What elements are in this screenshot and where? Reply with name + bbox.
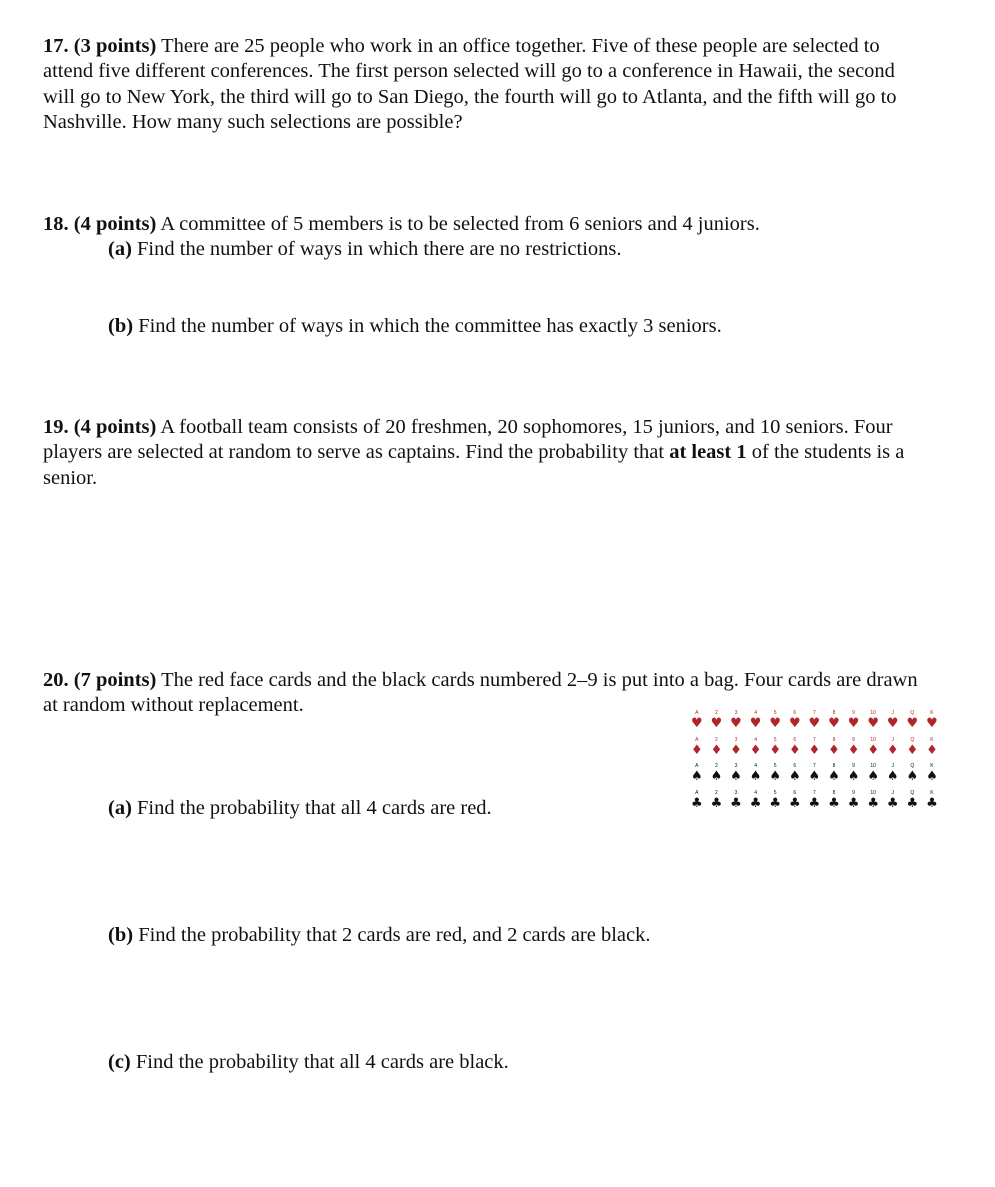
question-20b-text: Find the probability that 2 cards are red, and 2 cards are black. <box>133 924 651 946</box>
card-rank-label: 9 <box>852 736 855 743</box>
card-10-of-hearts <box>863 710 883 737</box>
spades-suit-icon: ♠ <box>788 769 801 784</box>
card-5-of-diamonds <box>765 737 785 764</box>
hearts-suit-icon: ♥ <box>690 716 703 731</box>
card-rank-label: 10 <box>870 736 876 743</box>
question-18b-text: Find the number of ways in which the committee has exactly 3 seniors. <box>133 315 722 337</box>
card-8-of-clubs <box>824 790 844 817</box>
card-rank-label: 10 <box>870 763 876 769</box>
card-rank-label: 6 <box>793 789 797 796</box>
card-rank-label: Q <box>910 763 915 769</box>
card-2-of-hearts <box>707 710 727 737</box>
question-19-emphasis: at least 1 <box>669 441 747 464</box>
card-8-of-hearts <box>824 710 844 737</box>
card-a-of-diamonds <box>687 737 707 764</box>
card-rank-label: 10 <box>870 789 876 796</box>
diamonds-suit-icon: ♦ <box>886 742 899 758</box>
card-2-of-spades <box>707 763 727 790</box>
card-rank-label: J <box>891 710 894 716</box>
spades-suit-icon: ♠ <box>828 769 840 784</box>
card-q-of-diamonds <box>903 737 923 764</box>
card-rank-label: Q <box>910 789 915 796</box>
card-rank-label: 2 <box>715 763 718 769</box>
card-3-of-clubs <box>726 790 746 817</box>
question-19-text-before: A football team consists of 20 freshmen, 20 sophomores, 15 juniors, and 10 seniors. Four players are selected at random to serve as captains. Find the probability that <box>43 416 893 464</box>
spades-suit-icon: ♠ <box>749 769 762 784</box>
diamonds-suit-icon: ♦ <box>788 742 801 758</box>
card-rank-label: J <box>891 789 894 796</box>
card-rank-label: 9 <box>852 789 855 796</box>
clubs-suit-icon: ♣ <box>906 795 919 811</box>
card-rank-label: A <box>695 736 699 743</box>
hearts-suit-icon: ♥ <box>749 716 762 731</box>
card-rank-label: 6 <box>793 736 797 743</box>
card-q-of-clubs <box>903 790 923 817</box>
card-rank-label: 4 <box>754 710 757 716</box>
card-rank-label: Q <box>910 736 915 743</box>
question-18 <box>43 212 923 237</box>
card-10-of-spades <box>863 763 883 790</box>
spades-suit-icon: ♠ <box>926 769 938 784</box>
card-rank-label: J <box>891 763 894 769</box>
card-rank-label: 5 <box>773 763 777 769</box>
card-rank-label: 8 <box>832 789 836 796</box>
card-9-of-hearts <box>844 710 864 737</box>
question-20c-label: (c) <box>108 1051 131 1073</box>
card-j-of-diamonds <box>883 737 903 764</box>
diamonds-suit-icon: ♦ <box>926 742 938 758</box>
card-2-of-clubs <box>707 790 727 817</box>
clubs-suit-icon: ♣ <box>886 795 899 811</box>
clubs-suit-icon: ♣ <box>926 795 938 811</box>
card-k-of-diamonds <box>922 737 942 764</box>
clubs-suit-icon: ♣ <box>788 795 801 811</box>
card-rank-label: 6 <box>793 763 797 769</box>
card-7-of-clubs <box>805 790 825 817</box>
clubs-suit-icon: ♣ <box>847 795 860 811</box>
card-6-of-diamonds <box>785 737 805 764</box>
spades-suit-icon: ♠ <box>769 769 781 784</box>
card-k-of-spades <box>922 763 942 790</box>
spades-suit-icon: ♠ <box>710 769 723 784</box>
clubs-suit-icon: ♣ <box>828 795 840 811</box>
hearts-suit-icon: ♥ <box>808 716 821 731</box>
question-20c-text: Find the probability that all 4 cards are black. <box>130 1051 509 1073</box>
question-18-text: A committee of 5 members is to be selected from 6 seniors and 4 juniors. <box>156 213 760 235</box>
card-4-of-diamonds <box>746 737 766 764</box>
hearts-suit-icon: ♥ <box>906 716 919 731</box>
card-6-of-hearts <box>785 710 805 737</box>
clubs-suit-icon: ♣ <box>808 795 821 811</box>
hearts-suit-icon: ♥ <box>867 716 879 731</box>
card-5-of-clubs <box>765 790 785 817</box>
question-17-points: (3 points) <box>73 35 157 57</box>
hearts-suit-icon: ♥ <box>769 716 781 731</box>
card-rank-label: 3 <box>734 789 738 796</box>
diamonds-suit-icon: ♦ <box>710 742 723 758</box>
hearts-suit-icon: ♥ <box>710 716 723 731</box>
spades-suit-icon: ♠ <box>730 769 742 784</box>
card-9-of-clubs <box>844 790 864 817</box>
diamonds-suit-icon: ♦ <box>847 742 860 758</box>
card-q-of-spades <box>903 763 923 790</box>
card-rank-label: A <box>695 763 699 769</box>
card-4-of-hearts <box>746 710 766 737</box>
card-7-of-hearts <box>805 710 825 737</box>
card-rank-label: 7 <box>812 789 816 796</box>
diamonds-suit-icon: ♦ <box>769 742 781 758</box>
card-rank-label: J <box>891 736 894 743</box>
clubs-suit-icon: ♣ <box>730 795 742 811</box>
card-rank-label: 4 <box>754 789 757 796</box>
card-2-of-diamonds <box>707 737 727 764</box>
question-19-points: (4 points) <box>73 416 157 438</box>
card-rank-label: 3 <box>734 710 738 716</box>
card-rank-label: 2 <box>715 736 718 743</box>
hearts-suit-icon: ♥ <box>926 716 938 731</box>
card-rank-label: 9 <box>852 763 855 769</box>
question-18b <box>108 314 928 339</box>
diamonds-suit-icon: ♦ <box>690 742 703 758</box>
card-6-of-spades <box>785 763 805 790</box>
card-rank-label: 8 <box>832 736 836 743</box>
card-10-of-diamonds <box>863 737 883 764</box>
diamonds-suit-icon: ♦ <box>828 742 840 758</box>
question-20-text: The red face cards and the black cards numbered 2–9 is put into a bag. Four cards are drawn at random without replacement. <box>43 669 918 717</box>
card-rank-label: 4 <box>754 763 757 769</box>
card-rank-label: 9 <box>852 710 855 716</box>
card-rank-label: 8 <box>832 710 836 716</box>
card-j-of-spades <box>883 763 903 790</box>
card-row-hearts <box>687 710 943 737</box>
spades-suit-icon: ♠ <box>808 769 821 784</box>
question-18a-label: (a) <box>108 238 132 260</box>
card-rank-label: K <box>930 710 934 716</box>
spades-suit-icon: ♠ <box>690 769 703 784</box>
card-rank-label: A <box>695 710 699 716</box>
card-rank-label: 7 <box>812 736 816 743</box>
card-rank-label: 2 <box>715 789 718 796</box>
card-rank-label: A <box>695 789 699 796</box>
diamonds-suit-icon: ♦ <box>749 742 762 758</box>
question-20a-label: (a) <box>108 797 132 819</box>
question-18b-label: (b) <box>108 315 134 337</box>
clubs-suit-icon: ♣ <box>690 795 703 811</box>
question-18-points: (4 points) <box>73 213 157 235</box>
card-row-diamonds <box>687 737 943 764</box>
question-20a-text: Find the probability that all 4 cards are red. <box>131 797 492 819</box>
card-rank-label: 6 <box>793 710 797 716</box>
card-rank-label: 7 <box>812 710 816 716</box>
clubs-suit-icon: ♣ <box>769 795 781 811</box>
question-20b-label: (b) <box>108 924 134 946</box>
card-a-of-clubs <box>687 790 707 817</box>
card-3-of-spades <box>726 763 746 790</box>
card-8-of-spades <box>824 763 844 790</box>
card-rank-label: 3 <box>734 736 738 743</box>
clubs-suit-icon: ♣ <box>749 795 762 811</box>
card-10-of-clubs <box>863 790 883 817</box>
card-rank-label: 5 <box>773 736 777 743</box>
question-17 <box>43 34 923 135</box>
card-9-of-diamonds <box>844 737 864 764</box>
card-9-of-spades <box>844 763 864 790</box>
card-rank-label: K <box>930 736 934 743</box>
card-rank-label: 3 <box>734 763 738 769</box>
card-row-clubs <box>687 790 943 817</box>
card-k-of-clubs <box>922 790 942 817</box>
hearts-suit-icon: ♥ <box>847 716 860 731</box>
question-17-label: 17. <box>43 35 69 57</box>
question-20-points: (7 points) <box>73 669 157 691</box>
question-17-text: There are 25 people who work in an office together. Five of these people are selected to attend five different conferences. The first person selected will go to a conference in Hawaii, the second will go to New York, the third will go to San Diego, the fourth will go to Atlanta, and the fifth will go to Nashville. How many such selections are possible? <box>43 35 897 133</box>
card-3-of-diamonds <box>726 737 746 764</box>
question-20c <box>108 1050 928 1075</box>
hearts-suit-icon: ♥ <box>730 716 742 731</box>
card-7-of-diamonds <box>805 737 825 764</box>
diamonds-suit-icon: ♦ <box>730 742 742 758</box>
card-k-of-hearts <box>922 710 942 737</box>
card-rank-label: 8 <box>832 763 836 769</box>
card-6-of-clubs <box>785 790 805 817</box>
card-rank-label: 5 <box>773 789 777 796</box>
card-rank-label: 7 <box>812 763 816 769</box>
question-18a <box>108 237 928 262</box>
card-j-of-clubs <box>883 790 903 817</box>
spades-suit-icon: ♠ <box>906 769 919 784</box>
spades-suit-icon: ♠ <box>867 769 879 784</box>
card-a-of-spades <box>687 763 707 790</box>
card-rank-label: K <box>930 789 934 796</box>
diamonds-suit-icon: ♦ <box>808 742 821 758</box>
card-q-of-hearts <box>903 710 923 737</box>
card-a-of-hearts <box>687 710 707 737</box>
question-20-label: 20. <box>43 669 69 691</box>
card-5-of-spades <box>765 763 785 790</box>
card-rank-label: K <box>930 763 934 769</box>
question-18a-text: Find the number of ways in which there are no restrictions. <box>131 238 622 260</box>
card-4-of-spades <box>746 763 766 790</box>
card-rank-label: 2 <box>715 710 718 716</box>
diamonds-suit-icon: ♦ <box>906 742 919 758</box>
card-rank-label: Q <box>910 710 915 716</box>
question-19-label: 19. <box>43 416 69 438</box>
card-4-of-clubs <box>746 790 766 817</box>
card-row-spades <box>687 763 943 790</box>
hearts-suit-icon: ♥ <box>886 716 899 731</box>
card-rank-label: 4 <box>754 736 757 743</box>
card-rank-label: 5 <box>773 710 777 716</box>
card-5-of-hearts <box>765 710 785 737</box>
hearts-suit-icon: ♥ <box>828 716 840 731</box>
card-3-of-hearts <box>726 710 746 737</box>
spades-suit-icon: ♠ <box>847 769 860 784</box>
question-20b <box>108 923 928 948</box>
card-j-of-hearts <box>883 710 903 737</box>
hearts-suit-icon: ♥ <box>788 716 801 731</box>
card-rank-label: 10 <box>870 710 876 716</box>
question-19 <box>43 415 923 491</box>
question-18-label: 18. <box>43 213 69 235</box>
card-8-of-diamonds <box>824 737 844 764</box>
spades-suit-icon: ♠ <box>886 769 899 784</box>
question-19-text-after: of the students is a senior. <box>43 441 905 489</box>
diamonds-suit-icon: ♦ <box>867 742 879 758</box>
clubs-suit-icon: ♣ <box>867 795 879 811</box>
clubs-suit-icon: ♣ <box>710 795 723 811</box>
card-deck-grid <box>687 710 943 816</box>
card-7-of-spades <box>805 763 825 790</box>
